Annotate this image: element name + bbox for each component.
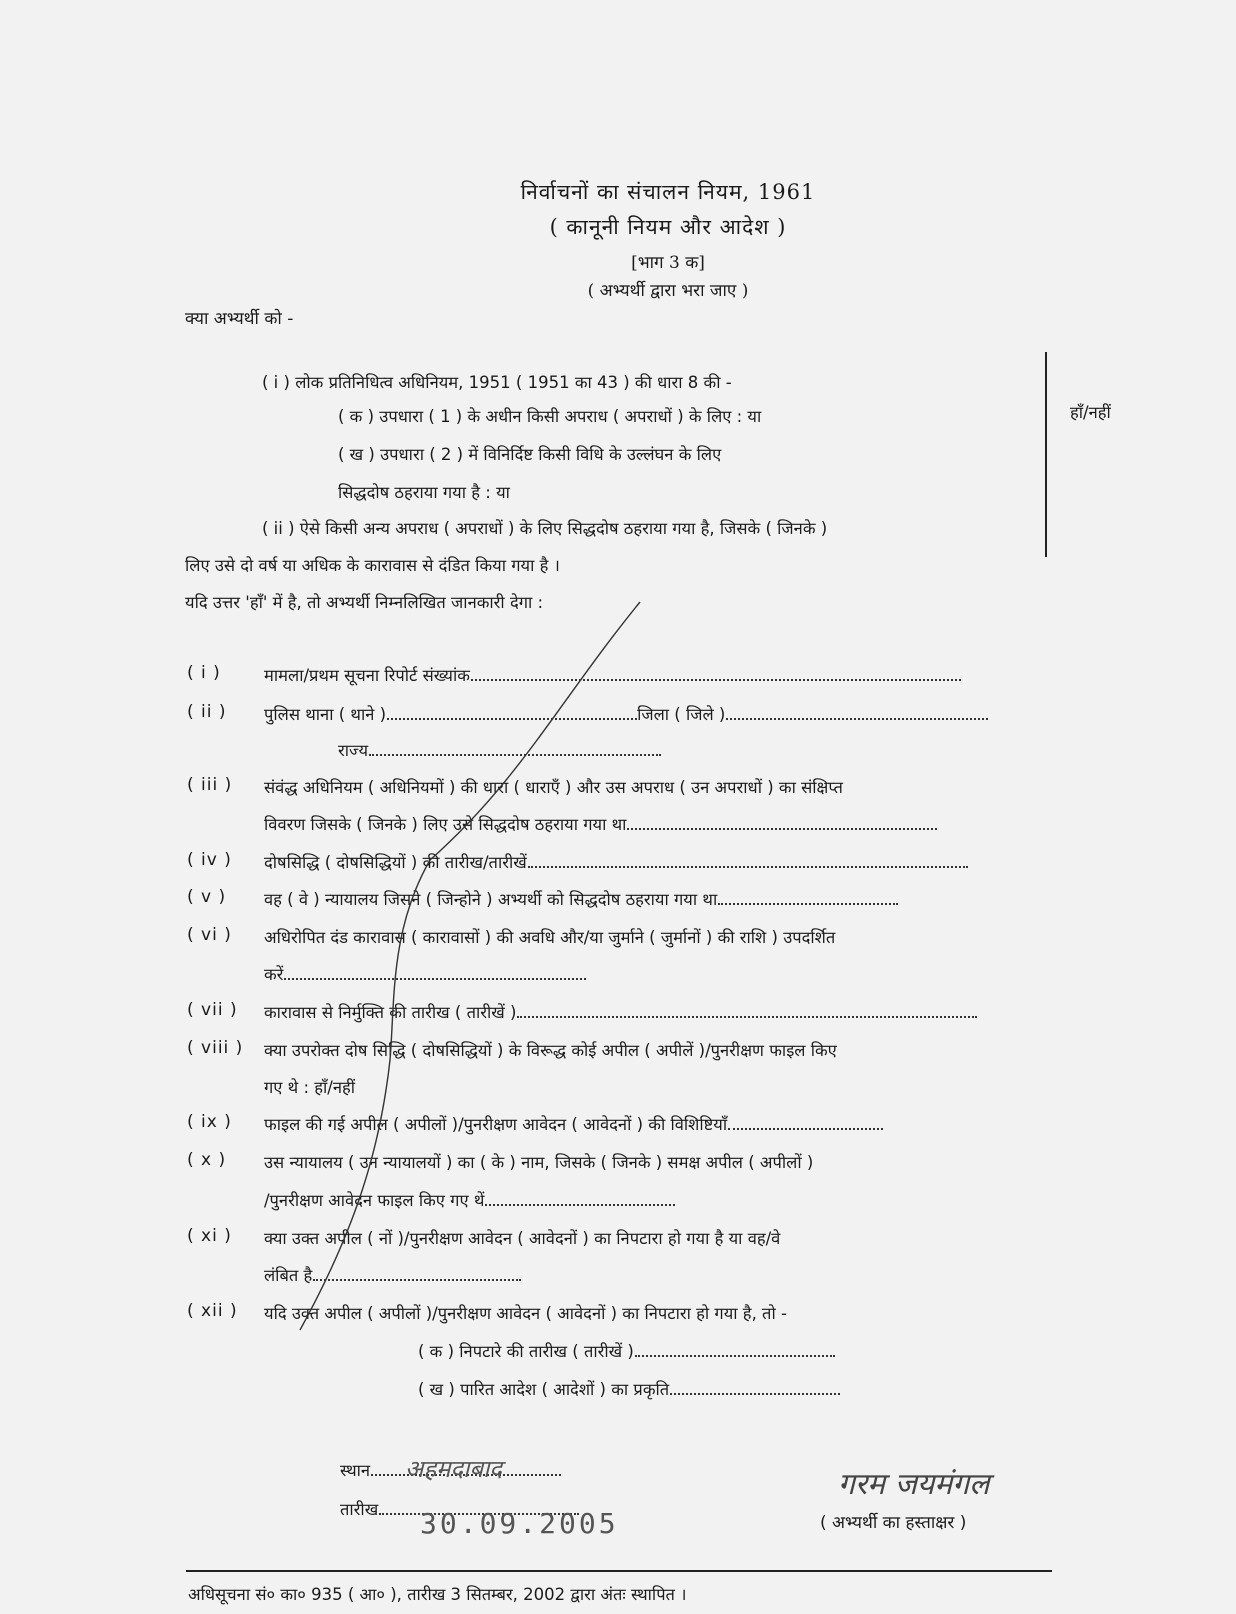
item-number: ( viii ) [187, 1038, 244, 1058]
clause-kha: ( ख ) उपधारा ( 2 ) में विनिर्दिष्ट किसी विधि के उल्लंघन के लिए [338, 445, 722, 464]
item-number: ( iii ) [187, 775, 233, 795]
clause-i: ( i ) लोक प्रतिनिधित्व अधिनियम, 1951 ( 1951 का 43 ) की धारा 8 की - [262, 373, 732, 392]
item-number: ( v ) [187, 887, 227, 907]
item-number: ( vii ) [187, 1000, 238, 1020]
item-number: ( iv ) [187, 850, 232, 870]
item-number: ( x ) [187, 1150, 227, 1170]
footer-notification: अधिसूचना सं० का० 935 ( आ० ), तारीख 3 सितम्बर, 2002 द्वारा अंतः स्थापित । [188, 1585, 687, 1604]
item-number: ( vi ) [187, 925, 232, 945]
item-number: ( i ) [187, 663, 221, 683]
place-label: स्थान [340, 1461, 371, 1480]
item-disposed: क्या उक्त अपील ( नों )/पुनरीक्षण आवेदन ( आवेदनों ) का निपटारा हो गया है या वह/वे [264, 1229, 781, 1248]
signature-label: ( अभ्यर्थी का हस्ताक्षर ) [820, 1513, 967, 1533]
clause-ii-line2: लिए उसे दो वर्ष या अधिक के कारावास से दंडित किया गया है । [185, 556, 560, 575]
item-number: ( xi ) [187, 1226, 232, 1246]
item-label: मामला/प्रथम सूचना रिपोर्ट संख्यांक [264, 666, 470, 685]
item-label: करें [264, 965, 284, 984]
document-subtitle: ( कानूनी नियम और आदेश ) [549, 215, 787, 239]
item-act-section: संवंद्ध अधिनियम ( अधिनियमों ) की धारा ( धाराएँ ) और उस अपराध ( उन अपराधों ) का संक्षिप्त [264, 778, 843, 797]
intro-text: क्या अभ्यर्थी को - [185, 309, 294, 329]
date-handwritten: 30.09.2005 [420, 1507, 619, 1540]
item-label: राज्य [338, 741, 369, 760]
item-label: कारावास से निर्मुक्ति की तारीख ( तारीखें ) [264, 1003, 517, 1022]
item-appeal-filed: क्या उपरोक्त दोष सिद्धि ( दोषसिद्धियों ) के विरूद्ध कोई अपील ( अपीलें )/पुनरीक्षण फाइल किए [264, 1041, 837, 1060]
if-yes-text: यदि उत्तर 'हाँ' में है, तो अभ्यर्थी निम्नलिखित जानकारी देगा : [185, 593, 544, 612]
item-label: दोषसिद्धि ( दोषसिद्धियों ) की तारीख/तारीखें [264, 853, 527, 872]
item-appeal-filed-cont: गए थे : हाँ/नहीं [264, 1078, 356, 1097]
item-label: पुलिस थाना ( थाने ) [264, 705, 387, 724]
item-number: ( ii ) [187, 702, 227, 722]
item-court-name: उस न्यायालय ( उन न्यायालयों ) का ( के ) नाम, जिसके ( जिनके ) समक्ष अपील ( अपीलों ) [264, 1153, 814, 1172]
clause-ka: ( क ) उपधारा ( 1 ) के अधीन किसी अपराध ( अपराधों ) के लिए : या [338, 407, 762, 426]
yes-no-label: हाँ/नहीं [1070, 403, 1111, 422]
document-part: [भाग 3 क] [631, 253, 705, 273]
candidate-signature: गरम जयमंगल [838, 1467, 990, 1502]
item-label: फाइल की गई अपील ( अपीलों )/पुनरीक्षण आवेदन ( आवेदनों ) की विशिष्टियाँ [264, 1115, 728, 1134]
item-label: विवरण जिसके ( जिनके ) लिए उसे सिद्धदोष ठहराया गया था [264, 815, 627, 834]
item-label: जिला ( जिले ) [637, 705, 726, 724]
item-label: ( ख ) पारित आदेश ( आदेशों ) का प्रकृति [418, 1380, 670, 1399]
item-label: वह ( वे ) न्यायालय जिसने ( जिन्होने ) अभ्यर्थी को सिद्धदोष ठहराया गया था [264, 890, 718, 909]
item-number: ( ix ) [187, 1112, 232, 1132]
item-penalty: अधिरोपित दंड कारावास ( कारावासों ) की अवधि और/या जुर्माने ( जुर्मानों ) की राशि ) उपदर्शित [264, 928, 836, 947]
item-label: ( क ) निपटारे की तारीख ( तारीखें ) [418, 1342, 634, 1361]
place-handwritten: अहमदाबाद [405, 1455, 503, 1483]
item-label: लंबित है [264, 1266, 313, 1285]
document-note: ( अभ्यर्थी द्वारा भरा जाए ) [587, 281, 749, 301]
item-label: /पुनरीक्षण आवेदन फाइल किए गए थें [264, 1191, 485, 1210]
item-if-disposed: यदि उक्त अपील ( अपीलों )/पुनरीक्षण आवेदन ( आवेदनों ) का निपटारा हो गया है, तो - [264, 1304, 787, 1323]
date-label: तारीख [340, 1500, 379, 1519]
item-number: ( xii ) [187, 1301, 238, 1321]
document-title: निर्वाचनों का संचालन नियम, 1961 [520, 180, 816, 204]
clause-convicted: सिद्धदोष ठहराया गया है : या [338, 483, 510, 502]
clause-ii-line1: ( ii ) ऐसे किसी अन्य अपराध ( अपराधों ) के लिए सिद्धदोष ठहराया गया है, जिसके ( जिनके ) [262, 519, 828, 538]
